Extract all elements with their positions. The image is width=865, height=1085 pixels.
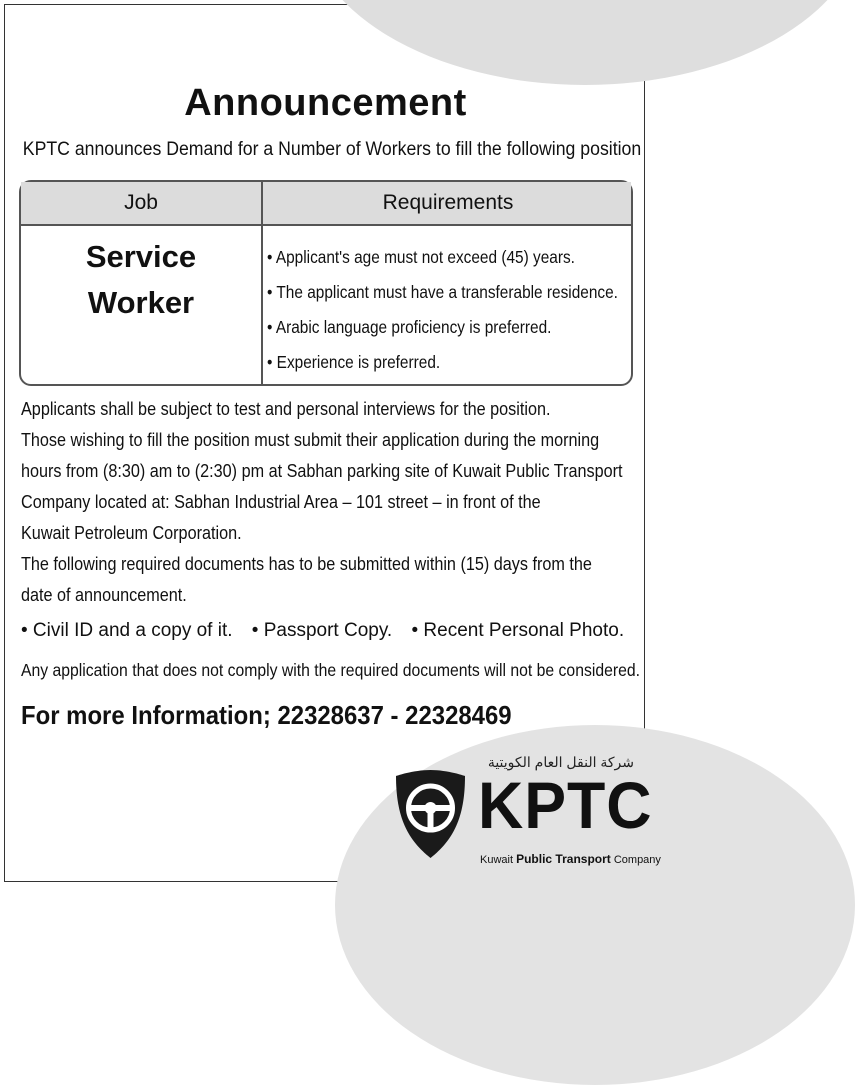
job-title bbox=[21, 234, 261, 326]
decorative-swoosh-top bbox=[305, 0, 865, 85]
body-line: The following required documents has to be submitted within (15) days from the bbox=[21, 554, 592, 574]
job-title-line: Service bbox=[85, 239, 197, 274]
logo-company-bold: Public Transport bbox=[516, 852, 611, 866]
requirement-item: • Experience is preferred. bbox=[267, 352, 441, 372]
body-line: hours from (8:30) am to (2:30) pm at Sabhan parking site of Kuwait Public Transport bbox=[21, 461, 623, 481]
job-title-line: Worker bbox=[87, 285, 195, 320]
requirement-item: • The applicant must have a transferable residence. bbox=[267, 282, 618, 302]
requirement-item: • Applicant's age must not exceed (45) years. bbox=[267, 247, 575, 267]
page-subtitle: KPTC announces Demand for a Number of Workers to fill the following position bbox=[22, 139, 642, 160]
body-line: Those wishing to fill the position must submit their application during the morning bbox=[21, 430, 600, 450]
job-table bbox=[19, 180, 633, 386]
requirements-list bbox=[267, 240, 633, 380]
requirement-item: • Arabic language proficiency is preferred. bbox=[267, 317, 552, 337]
requirements-column-header: Requirements bbox=[382, 191, 514, 214]
page-title: Announcement bbox=[184, 82, 467, 124]
body-line: date of announcement. bbox=[21, 585, 187, 605]
body-text bbox=[21, 394, 633, 611]
logo-company-name bbox=[480, 852, 661, 866]
job-column-header: Job bbox=[124, 191, 158, 214]
logo-company-prefix: Kuwait bbox=[480, 854, 514, 866]
compliance-warning: Any application that does not comply with the required documents will not be considered. bbox=[21, 660, 640, 680]
contact-info: For more Information; 22328637 - 22328469 bbox=[21, 700, 512, 730]
logo-abbreviation: KPTC bbox=[478, 768, 653, 842]
table-header bbox=[21, 182, 631, 226]
body-line: Company located at: Sabhan Industrial Area – 101 street – in front of the bbox=[21, 492, 541, 512]
logo-arabic-name: شركة النقل العام الكويتية bbox=[487, 754, 634, 770]
document-item: • Recent Personal Photo. bbox=[411, 620, 625, 641]
body-line: Kuwait Petroleum Corporation. bbox=[21, 523, 242, 543]
body-line: Applicants shall be subject to test and personal interviews for the position. bbox=[21, 399, 551, 419]
document-item: • Civil ID and a copy of it. bbox=[21, 620, 233, 641]
documents-list bbox=[21, 620, 633, 642]
logo-company-suffix: Company bbox=[613, 854, 661, 866]
column-divider bbox=[261, 182, 263, 384]
document-item: • Passport Copy. bbox=[251, 620, 393, 641]
kptc-shield-logo-icon bbox=[393, 768, 468, 860]
